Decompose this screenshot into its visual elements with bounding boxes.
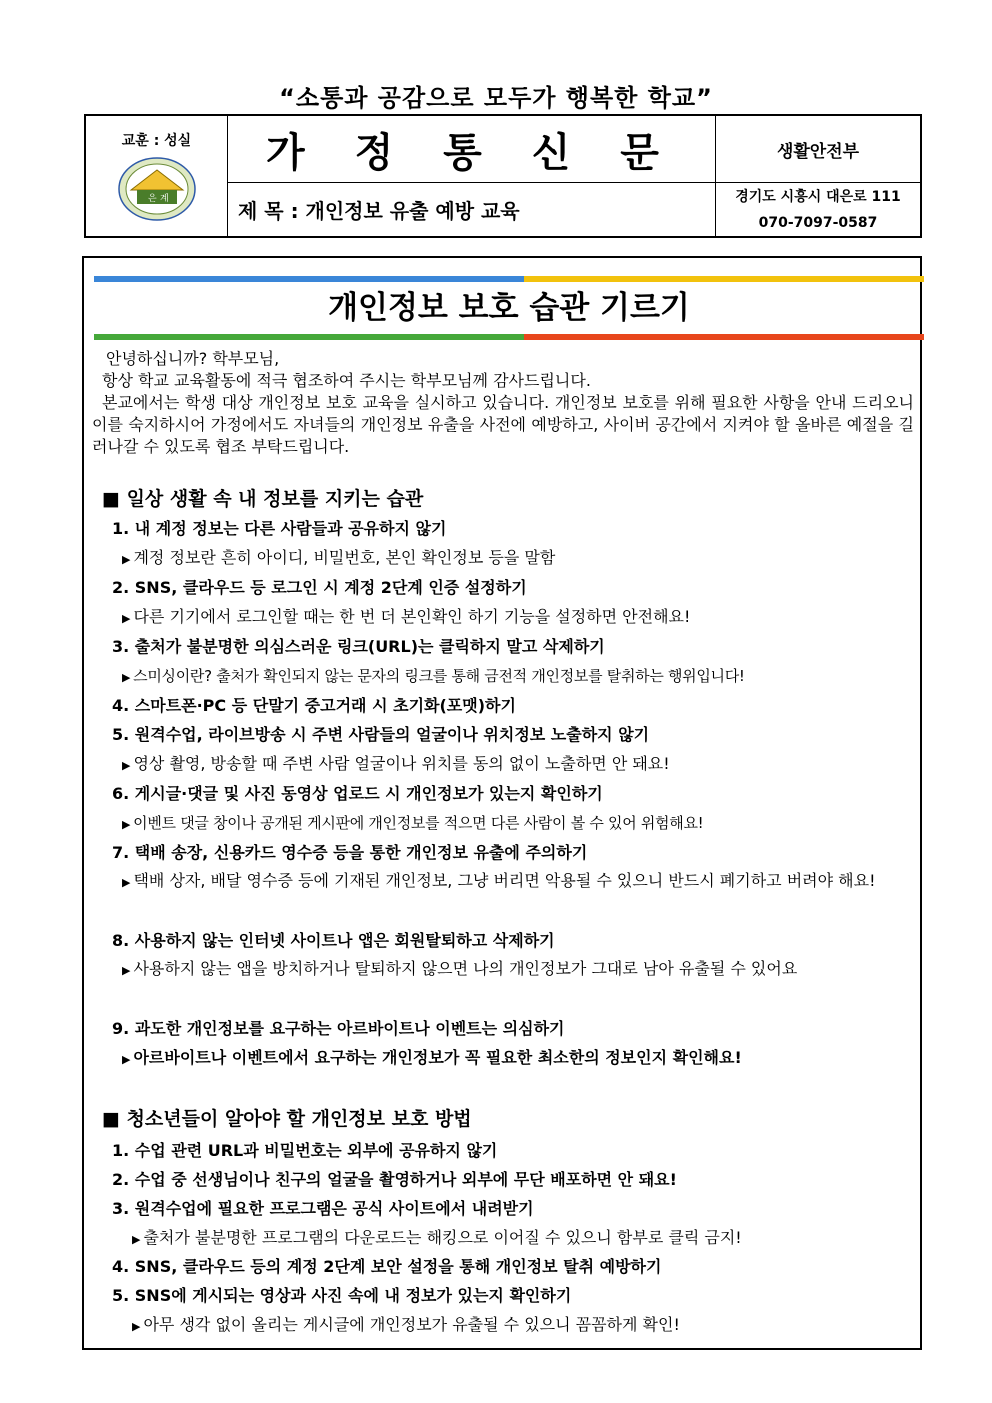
s2-item2-heading: 2. 수업 중 선생님이나 친구의 얼굴을 촬영하거나 외부에 무단 배포하면 안 돼요! [112,1170,677,1189]
s1-item8-detail: ▶ 사용하지 않는 앱을 방치하거나 탈퇴하지 않으면 나의 개인정보가 그대로 남아 유출될 수 있어요 [122,959,798,978]
triangle-right-icon: ▶ [122,612,131,625]
s2-item5-heading: 5. SNS에 게시되는 영상과 사진 속에 내 정보가 있는지 확인하기 [112,1286,572,1305]
triangle-right-icon: ▶ [122,671,131,684]
logo-text-right: 계 [159,194,169,204]
triangle-right-icon: ▶ [122,876,131,889]
triangle-right-icon: ▶ [122,964,131,977]
triangle-right-icon: ▶ [122,1053,131,1066]
newsletter-title: 가 정 통 신 문 [266,129,677,176]
banner-bar-green [94,334,524,340]
s2-item5-detail: ▶ 아무 생각 없이 올리는 게시글에 개인정보가 유출될 수 있으니 꼼꼼하게 확인! [132,1315,680,1334]
s1-item5-heading: 5. 원격수업, 라이브방송 시 주변 사람들의 얼굴이나 위치정보 노출하지 않기 [112,725,650,744]
intro-text [92,348,914,458]
department: 생활안전부 [716,115,922,183]
intro-thanks: 항상 학교 교육활동에 적극 협조하여 주시는 학부모님께 감사드립니다. [102,371,591,390]
s1-item7-detail: ▶ 택배 상자, 배달 영수증 등에 기재된 개인정보, 그냥 버리면 악용될 수 있으니 반드시 폐기하고 버려야 해요! [122,871,876,890]
address: 경기도 시흥시 대은로 111 [735,188,901,205]
school-motto: 교훈 : 성실 [121,133,192,149]
school-logo [117,156,197,222]
s1-item1-detail: ▶ 계정 정보란 흔히 아이디, 비밀번호, 본인 확인정보 등을 말함 [122,548,556,567]
triangle-right-icon: ▶ [132,1320,141,1333]
triangle-right-icon: ▶ [132,1233,141,1246]
banner-title: 개인정보 보호 습관 기르기 [328,290,690,326]
section1-title: ■ 일상 생활 속 내 정보를 지키는 습관 [102,488,424,510]
s1-item3-detail: ▶ 스미싱이란? 출처가 확인되지 않는 문자의 링크를 통해 금전적 개인정보를 탈취하는 행위입니다! [122,667,745,685]
triangle-right-icon: ▶ [122,553,131,566]
school-motto-cell [85,115,228,237]
s2-item3-heading: 3. 원격수업에 필요한 프로그램은 공식 사이트에서 내려받기 [112,1199,534,1218]
s1-item1-heading: 1. 내 계정 정보는 다른 사람들과 공유하지 않기 [112,519,447,538]
s1-item2-detail: ▶ 다른 기기에서 로그인할 때는 한 번 더 본인확인 하기 기능을 설정하면 안전해요! [122,607,691,626]
s1-item2-heading: 2. SNS, 클라우드 등 로그인 시 계정 2단계 인증 설정하기 [112,578,527,597]
s2-item4-heading: 4. SNS, 클라우드 등의 계정 2단계 보안 설정을 통해 개인정보 탈취 예방하기 [112,1257,662,1276]
s2-item3-detail: ▶ 출처가 불분명한 프로그램의 다운로드는 해킹으로 이어질 수 있으니 함부로 클릭 금지! [132,1228,742,1247]
content-box [82,256,922,1350]
banner-bar-red [524,334,924,340]
s1-item9-heading: 9. 과도한 개인정보를 요구하는 아르바이트나 이벤트는 의심하기 [112,1019,565,1038]
logo-text-left: 은 [147,194,157,204]
s1-item6-heading: 6. 게시글·댓글 및 사진 동영상 업로드 시 개인정보가 있는지 확인하기 [112,784,603,803]
s1-item4-heading: 4. 스마트폰·PC 등 단말기 중고거래 시 초기화(포맷)하기 [112,696,516,715]
intro-body: 본교에서는 학생 대상 개인정보 보호 교육을 실시하고 있습니다. 개인정보 보호를 위해 필요한 사항을 안내 드리오니 이를 숙지하시어 가정에서도 자녀들의 개인정보 유출을 사전에 예방하고, 사이버 공간에서 지켜야 할 올바른 예절을 길러나갈 수 있도록 협조 부탁드립니다. [92,393,914,456]
s1-item8-heading: 8. 사용하지 않는 인터넷 사이트나 앱은 회원탈퇴하고 삭제하기 [112,931,555,950]
intro-greeting: 안녕하십니까? 학부모님, [106,349,280,368]
triangle-right-icon: ▶ [122,818,131,831]
triangle-right-icon: ▶ [122,759,131,772]
newsletter-header [84,114,922,238]
title-cell [228,115,716,183]
banner [94,276,924,340]
s1-item6-detail: ▶ 이벤트 댓글 창이나 공개된 게시판에 개인정보를 적으면 다른 사람이 볼 수 있어 위험해요! [122,814,704,832]
school-slogan: “소통과 공감으로 모두가 행복한 학교” [279,84,713,112]
subject: 제 목 : 개인정보 유출 예방 교육 [228,183,716,238]
s1-item7-heading: 7. 택배 송장, 신용카드 영수증 등을 통한 개인정보 유출에 주의하기 [112,843,588,862]
phone: 070-7097-0587 [758,214,878,231]
s2-item1-heading: 1. 수업 관련 URL과 비밀번호는 외부에 공유하지 않기 [112,1141,498,1160]
contact-cell [716,183,922,238]
s1-item3-heading: 3. 출처가 불분명한 의심스러운 링크(URL)는 클릭하지 말고 삭제하기 [112,637,605,656]
s1-item5-detail: ▶ 영상 촬영, 방송할 때 주변 사람 얼굴이나 위치를 동의 없이 노출하면 안 돼요! [122,754,670,773]
section2-title: ■ 청소년들이 알아야 할 개인정보 보호 방법 [102,1108,472,1130]
s1-item9-detail: ▶ 아르바이트나 이벤트에서 요구하는 개인정보가 꼭 필요한 최소한의 정보인지 확인해요! [122,1048,742,1067]
